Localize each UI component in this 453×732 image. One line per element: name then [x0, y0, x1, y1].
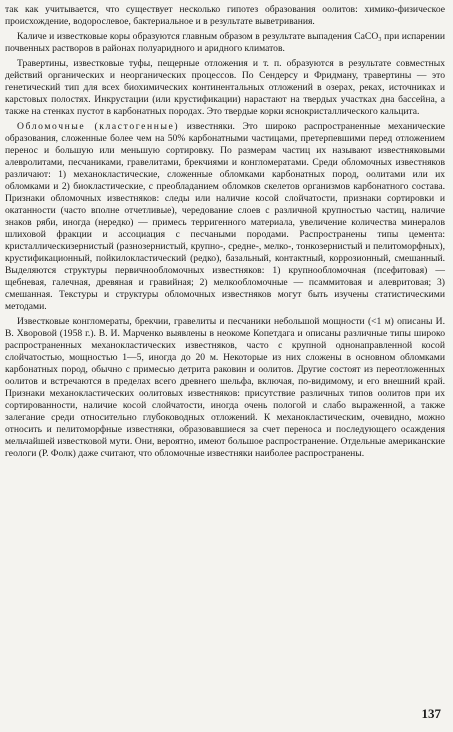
paragraph-conglomerates: Известковые конгломераты, брекчии, гравелиты и песчаники небольшой мощности (<1 м) описаны И. В. Хворовой (1958 г.). В. И. Марченко выявлены в неокоме Копетдага и описаны различные типы широко распространенных механокластических известняков, часто с крупной однонаправленной косой слойчатостью, мощностью 1—5, иногда до 20 м. Некоторые из них сложены в основном обломками карбонатных пород, обычно с примесью детрита раковин и оолитов. Другие состоят из переотложенных оолитов и встречаются в пределах всего древнего шельфа, включая, по-видимому, и его внешний край. Признаки механокластических оолитовых известняков: присутствие различных типов оолитов при их сортированности, наличие косой слойчатости, иногда очень пологой и слабо выраженной, а также залегание среди относительно глубоководных отложений. К механокластическим, очевидно, можно относить и пелитоморфные известняки, образовавшиеся за счет переноса и последующего осаждения мельчайшей известковой мути. Они, вероятно, имеют большое распространение. Отдельные американские геологи (Р. Фолк) даже считают, что обломочные известняки наиболее распространены. [5, 316, 445, 459]
page-number: 137 [421, 706, 441, 721]
page-content [5, 4, 445, 463]
heading-clastogenic: Обломочные (кластогенные) [17, 121, 180, 132]
paragraph-clastic-limestones [5, 121, 445, 313]
paragraph-caliche: Каличе и известковые коры образуются главным образом в результате выпадения CaCO₃ при испарении почвенных растворов в районах полуаридного и аридного климатов. [5, 31, 445, 54]
paragraph-travertines: Травертины, известковые туфы, пещерные отложения и т. п. образуются в результате совместных действий органических и неорганических процессов. По Сендерсу и Фридману, травертины — это генетический тип для всех биохимических континентальных отложений в озерах, реках, источниках и карстовых полостях. Инкрустации (или крустификации) нарастают на твердых участках дна бассейна, а также на стенках пустот в карбонатных породах. Это твердые корки яснокристаллического кальцита. [5, 58, 445, 117]
clastic-limestones-text: известняки. Это широко распространенные механические образования, сложенные более чем на 50% карбонатными частицами, претерпевшими перед отложением перенос и большую или меньшую сортировку. По размерам частиц их называют известняковыми алевролитами, песчаниками, гравелитами, брекчиями и конгломератами. Среди обломочных известняков различают: 1) механокластические, сложенные обломками карбонатных пород, оолитами или их обломками и 2) биокластические, с преобладанием обломков скелетов организмов карбонатного состава. Признаки обломочных известняков: следы или наличие косой слойчатости, признаки сортировки и окатанности (часто вполне отчетливые), чередование слоев с различной крупностью частиц, наличие знаков ряби, иногда (нередко) — примесь терригенного материала, увеличение количества минералов шлиховой фракции и ассоциация с песчаными породами. Распространены типы цемента: кристаллическизернистый (разнозернистый, крупно-, средне-, мелко-, тонкозернистый и пелитоморфных), крустификационный, пойкилокластический (редко), базальный, контактный, коррозионный, смешанный. Выделяются структуры первичнообломочных известняков: 1) крупнообломочная (псефитовая) — щебневая, галечная, древяная и гравийная; 2) мелкообломочные — псаммитовая и алевритовая; 3) смешанная. Текстуры и структуры обломочных известняков могут быть изучены статистическими методами. [5, 121, 445, 312]
paragraph-oolites-continued: так как учитывается, что существует несколько гипотез образования оолитов: химико-физическое происхождение, водорослевое, бактериальное и в результате выветривания. [5, 4, 445, 27]
